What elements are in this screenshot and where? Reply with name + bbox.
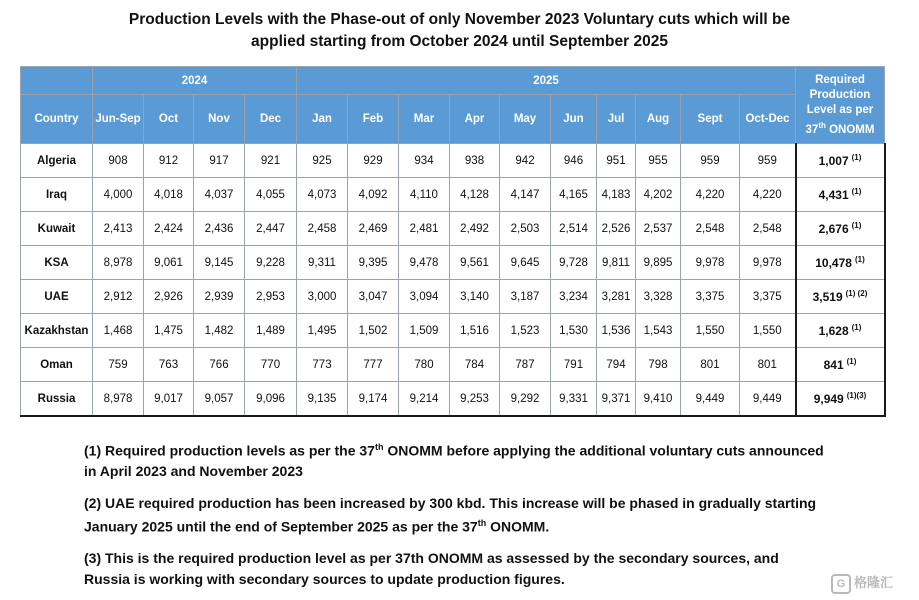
value-cell: 9,728	[551, 246, 597, 280]
value-cell: 759	[93, 348, 144, 382]
watermark	[831, 572, 893, 594]
table-row	[21, 144, 885, 178]
required-level-note: (1)	[851, 221, 862, 230]
title-line-1: Production Levels with the Phase-out of only November 2023 Voluntary cuts which will be	[128, 11, 791, 28]
value-cell: 9,449	[681, 382, 740, 417]
value-cell: 2,548	[740, 212, 796, 246]
table-row	[21, 280, 885, 314]
country-cell: Iraq	[21, 178, 93, 212]
value-cell: 942	[500, 144, 551, 178]
value-cell: 1,495	[297, 314, 348, 348]
value-cell: 955	[636, 144, 681, 178]
required-level-value: 4,431	[818, 188, 849, 202]
value-cell: 1,550	[681, 314, 740, 348]
value-cell: 9,253	[450, 382, 500, 417]
value-cell: 2,424	[144, 212, 194, 246]
value-cell: 3,375	[740, 280, 796, 314]
value-cell: 4,220	[740, 178, 796, 212]
value-cell: 3,140	[450, 280, 500, 314]
value-cell: 9,135	[297, 382, 348, 417]
country-column-header: Country	[21, 95, 93, 144]
value-cell: 4,110	[399, 178, 450, 212]
value-cell: 9,292	[500, 382, 551, 417]
required-level-note: (1)	[851, 153, 862, 162]
country-cell: Algeria	[21, 144, 93, 178]
value-cell: 2,436	[194, 212, 245, 246]
country-cell: Oman	[21, 348, 93, 382]
required-level-note: (1)	[851, 323, 862, 332]
required-level-value: 1,628	[818, 324, 849, 338]
production-table	[20, 66, 886, 417]
value-cell: 801	[740, 348, 796, 382]
table-row	[21, 382, 885, 417]
value-cell: 773	[297, 348, 348, 382]
value-cell: 9,811	[597, 246, 636, 280]
month-header-12: Aug	[636, 95, 681, 144]
footnote-3: (3) This is the required production level as per 37th ONOMM as assessed by the secondary sources, and Russia is working with secondary sources to update production figures.	[84, 550, 779, 587]
value-cell: 2,912	[93, 280, 144, 314]
value-cell: 9,645	[500, 246, 551, 280]
value-cell: 1,489	[245, 314, 297, 348]
month-header-2: Oct	[144, 95, 194, 144]
value-cell: 1,523	[500, 314, 551, 348]
value-cell: 2,548	[681, 212, 740, 246]
value-cell: 801	[681, 348, 740, 382]
value-cell: 4,055	[245, 178, 297, 212]
value-cell: 4,092	[348, 178, 399, 212]
value-cell: 3,375	[681, 280, 740, 314]
value-cell: 9,017	[144, 382, 194, 417]
required-level-value: 3,519	[812, 290, 843, 304]
value-cell: 9,478	[399, 246, 450, 280]
value-cell: 2,458	[297, 212, 348, 246]
value-cell: 2,413	[93, 212, 144, 246]
required-level-note: (1)	[851, 187, 862, 196]
value-cell: 2,526	[597, 212, 636, 246]
footnote-1: (1) Required production levels as per the 37th ONOMM before applying the additional voluntary cuts announced in April 2023 and November 2023	[84, 442, 824, 480]
value-cell: 3,328	[636, 280, 681, 314]
value-cell: 917	[194, 144, 245, 178]
value-cell: 2,492	[450, 212, 500, 246]
required-level-cell	[796, 314, 885, 348]
value-cell: 2,939	[194, 280, 245, 314]
page-title	[0, 9, 919, 53]
value-cell: 2,447	[245, 212, 297, 246]
footnotes	[84, 437, 824, 600]
required-level-cell	[796, 280, 885, 314]
value-cell: 2,469	[348, 212, 399, 246]
value-cell: 777	[348, 348, 399, 382]
country-cell: Kazakhstan	[21, 314, 93, 348]
value-cell: 4,165	[551, 178, 597, 212]
value-cell: 9,214	[399, 382, 450, 417]
value-cell: 1,482	[194, 314, 245, 348]
value-cell: 8,978	[93, 246, 144, 280]
value-cell: 787	[500, 348, 551, 382]
month-header-14: Oct-Dec	[740, 95, 796, 144]
required-level-value: 9,949	[813, 392, 844, 406]
value-cell: 9,895	[636, 246, 681, 280]
value-cell: 1,530	[551, 314, 597, 348]
required-level-cell	[796, 382, 885, 417]
value-cell: 2,537	[636, 212, 681, 246]
year-header-row	[21, 67, 885, 95]
value-cell: 763	[144, 348, 194, 382]
value-cell: 912	[144, 144, 194, 178]
value-cell: 951	[597, 144, 636, 178]
required-level-cell	[796, 178, 885, 212]
value-cell: 9,410	[636, 382, 681, 417]
value-cell: 4,220	[681, 178, 740, 212]
required-level-note: (1) (2)	[845, 289, 868, 298]
footnote-2: (2) UAE required production has been increased by 300 kbd. This increase will be phased in gradually starting January 2025 until the end of September 2025 as per the 37th ONOMM.	[84, 494, 817, 535]
month-header-3: Nov	[194, 95, 245, 144]
table-row	[21, 178, 885, 212]
value-cell: 1,543	[636, 314, 681, 348]
required-level-cell	[796, 212, 885, 246]
value-cell: 1,509	[399, 314, 450, 348]
value-cell: 3,094	[399, 280, 450, 314]
value-cell: 4,037	[194, 178, 245, 212]
value-cell: 908	[93, 144, 144, 178]
required-level-note: (1)	[854, 255, 865, 264]
watermark-logo-icon: G	[831, 574, 851, 594]
table-row	[21, 348, 885, 382]
country-cell: UAE	[21, 280, 93, 314]
month-header-6: Feb	[348, 95, 399, 144]
value-cell: 791	[551, 348, 597, 382]
value-cell: 9,174	[348, 382, 399, 417]
value-cell: 3,234	[551, 280, 597, 314]
value-cell: 4,183	[597, 178, 636, 212]
value-cell: 9,978	[740, 246, 796, 280]
value-cell: 3,281	[597, 280, 636, 314]
value-cell: 8,978	[93, 382, 144, 417]
year-2024-header: 2024	[93, 67, 297, 95]
value-cell: 9,057	[194, 382, 245, 417]
value-cell: 766	[194, 348, 245, 382]
country-cell: Russia	[21, 382, 93, 417]
month-header-13: Sept	[681, 95, 740, 144]
required-level-cell	[796, 348, 885, 382]
value-cell: 798	[636, 348, 681, 382]
month-header-5: Jan	[297, 95, 348, 144]
value-cell: 938	[450, 144, 500, 178]
month-header-7: Mar	[399, 95, 450, 144]
required-level-note: (1)(3)	[846, 391, 867, 400]
country-cell: Kuwait	[21, 212, 93, 246]
value-cell: 921	[245, 144, 297, 178]
value-cell: 4,128	[450, 178, 500, 212]
watermark-text: 格隆汇	[853, 575, 893, 591]
required-level-cell	[796, 144, 885, 178]
value-cell: 770	[245, 348, 297, 382]
corner-cell	[21, 67, 93, 95]
value-cell: 934	[399, 144, 450, 178]
value-cell: 9,561	[450, 246, 500, 280]
value-cell: 9,096	[245, 382, 297, 417]
value-cell: 4,147	[500, 178, 551, 212]
value-cell: 4,018	[144, 178, 194, 212]
year-2025-header: 2025	[297, 67, 796, 95]
value-cell: 4,202	[636, 178, 681, 212]
table-body	[21, 144, 885, 417]
value-cell: 2,481	[399, 212, 450, 246]
value-cell: 9,395	[348, 246, 399, 280]
required-production-header: Required Production Level as per 37th ONOMM	[796, 67, 885, 144]
month-header-10: Jun	[551, 95, 597, 144]
value-cell: 946	[551, 144, 597, 178]
value-cell: 9,371	[597, 382, 636, 417]
value-cell: 1,475	[144, 314, 194, 348]
value-cell: 9,978	[681, 246, 740, 280]
month-header-4: Dec	[245, 95, 297, 144]
value-cell: 929	[348, 144, 399, 178]
value-cell: 1,468	[93, 314, 144, 348]
value-cell: 9,061	[144, 246, 194, 280]
required-level-value: 10,478	[815, 256, 852, 270]
value-cell: 4,000	[93, 178, 144, 212]
value-cell: 9,145	[194, 246, 245, 280]
value-cell: 9,311	[297, 246, 348, 280]
value-cell: 2,926	[144, 280, 194, 314]
value-cell: 9,228	[245, 246, 297, 280]
value-cell: 1,516	[450, 314, 500, 348]
value-cell: 3,000	[297, 280, 348, 314]
value-cell: 925	[297, 144, 348, 178]
required-level-value: 1,007	[818, 154, 849, 168]
month-header-1: Jun-Sep	[93, 95, 144, 144]
table-row	[21, 314, 885, 348]
required-level-value: 841	[823, 358, 844, 372]
value-cell: 2,953	[245, 280, 297, 314]
table-row	[21, 246, 885, 280]
required-level-cell	[796, 246, 885, 280]
value-cell: 1,536	[597, 314, 636, 348]
required-level-value: 2,676	[818, 222, 849, 236]
value-cell: 959	[740, 144, 796, 178]
value-cell: 780	[399, 348, 450, 382]
value-cell: 959	[681, 144, 740, 178]
title-line-2: applied starting from October 2024 until September 2025	[251, 33, 668, 50]
value-cell: 4,073	[297, 178, 348, 212]
value-cell: 784	[450, 348, 500, 382]
value-cell: 1,550	[740, 314, 796, 348]
required-level-note: (1)	[846, 357, 857, 366]
month-header-11: Jul	[597, 95, 636, 144]
value-cell: 794	[597, 348, 636, 382]
table-row	[21, 212, 885, 246]
value-cell: 2,514	[551, 212, 597, 246]
value-cell: 9,449	[740, 382, 796, 417]
value-cell: 1,502	[348, 314, 399, 348]
month-header-8: Apr	[450, 95, 500, 144]
month-header-row	[21, 95, 885, 144]
value-cell: 2,503	[500, 212, 551, 246]
value-cell: 9,331	[551, 382, 597, 417]
value-cell: 3,047	[348, 280, 399, 314]
month-header-9: May	[500, 95, 551, 144]
country-cell: KSA	[21, 246, 93, 280]
value-cell: 3,187	[500, 280, 551, 314]
